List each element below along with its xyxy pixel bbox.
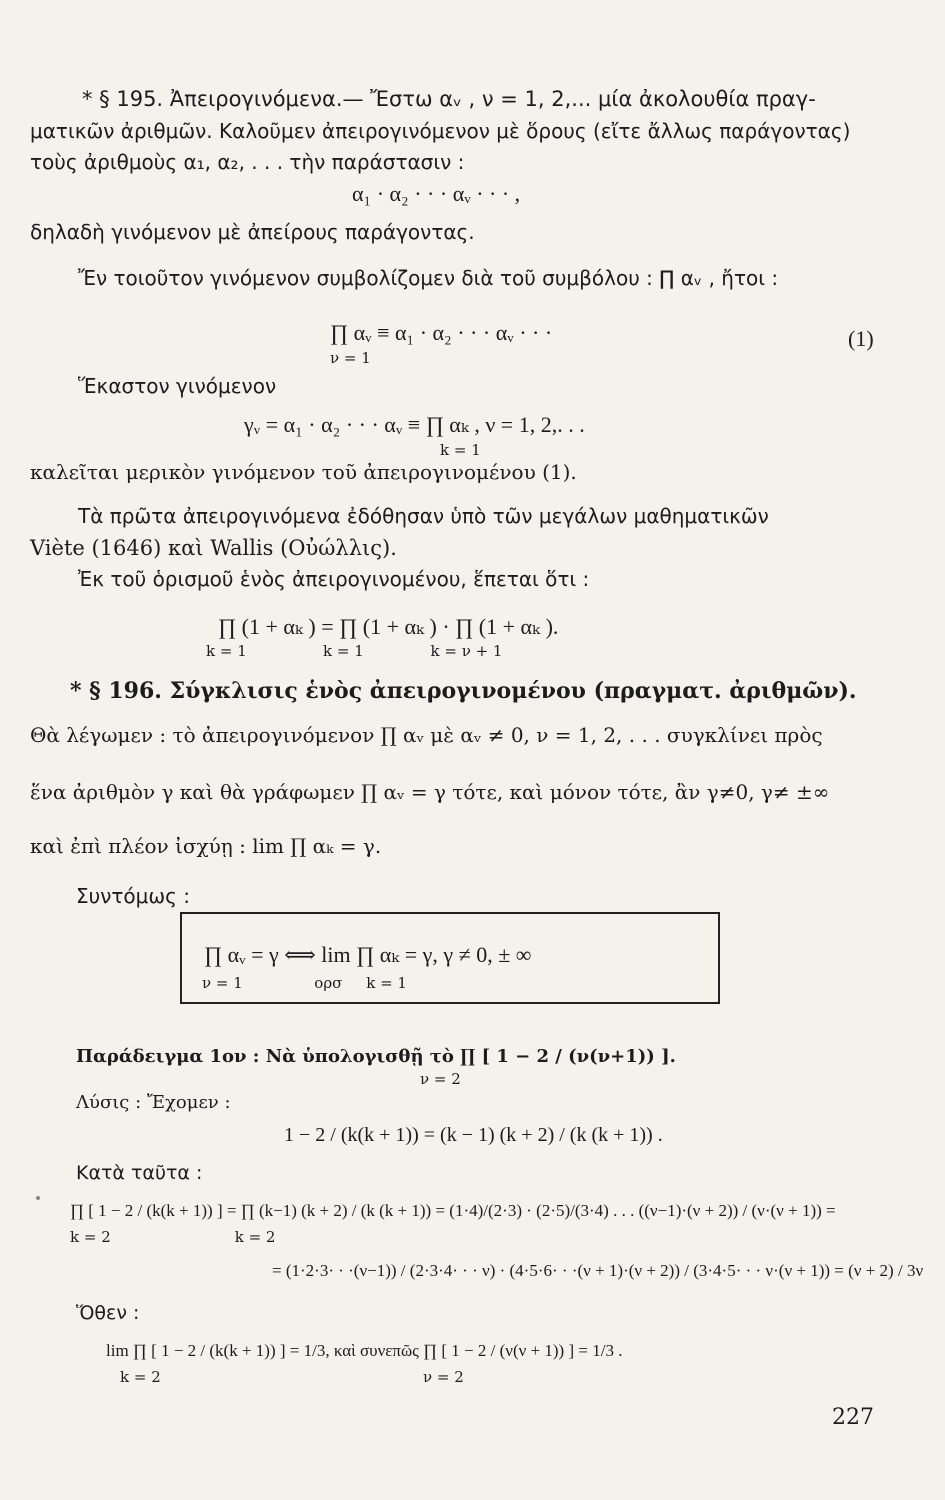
- eq-partial-product: γᵥ = α₁ · α₂ · · · αᵥ ≡ ∏ αₖ , ν = 1, 2,. . .: [244, 412, 585, 437]
- sec195-line2: ματικῶν ἀριθμῶν. Καλοῦμεν ἀπειρογινόμενον μὲ ὅρους (εἴτε ἄλλως παράγοντας): [30, 119, 851, 143]
- sec195-line10: Ἐκ τοῦ ὁρισμοῦ ἑνὸς ἀπειρογινομένου, ἕπεται ὅτι :: [78, 567, 590, 591]
- eq1: ∏ αᵥ ≡ α₁ · α₂ · · · αᵥ · · ·: [330, 320, 553, 345]
- eq-step-d: lim ∏ [ 1 − 2 / (k(k + 1)) ] = 1/3, καὶ συνεπῶς ∏ [ 1 − 2 / (ν(ν + 1)) ] = 1/3 .: [106, 1341, 623, 1360]
- solution-label: Λύσις : Ἔχομεν :: [76, 1092, 231, 1113]
- sec196-line4: Συντόμως :: [76, 884, 190, 908]
- eq-step-b: ∏ [ 1 − 2 / (k(k + 1)) ] = ∏ (k−1) (k + 2) / (k (k + 1)) = (1·4)/(2·3) · (2·5)/(3·4) . . . ((ν−1)·(ν + 2)) / (ν·(ν + 1)) =: [70, 1201, 836, 1220]
- sec195-line7: καλεῖται μερικὸν γινόμενον τοῦ ἀπειρογινομένου (1).: [30, 460, 577, 484]
- sec196-line2: ἕνα ἀριθμὸν γ καὶ θὰ γράφωμεν ∏ αᵥ = γ τότε, καὶ μόνον τότε, ἂν γ≠0, γ≠ ±∞: [30, 780, 830, 804]
- eq-step-c: = (1·2·3· · ·(ν−1)) / (2·3·4· · · ν) · (4·5·6· · ·(ν + 1)·(ν + 2)) / (3·4·5· · · ν·(ν + 1)) = (ν + 2) / 3ν: [272, 1261, 924, 1280]
- eq-infinite-product: α₁ · α₂ · · · αᵥ · · · ,: [352, 181, 521, 206]
- sec195-line5: Ἔν τοιοῦτον γινόμενον συμβολίζομεν διὰ τοῦ συμβόλου : ∏ αᵥ , ἤτοι :: [78, 266, 779, 290]
- sec196-heading: * § 196. Σύγκλισις ἑνὸς ἀπειρογινομένου (πραγματ. ἀριθμῶν).: [70, 678, 857, 704]
- eq-partial-limits: k = 1: [440, 441, 481, 459]
- therefore-label: Κατὰ ταῦτα :: [76, 1162, 203, 1184]
- example-title: Παράδειγμα 1ον : Νὰ ὑπολογισθῇ τὸ ∏ [ 1 − 2 / (ν(ν+1)) ].: [76, 1046, 676, 1067]
- definition-box: [180, 912, 720, 1004]
- eq1-label: (1): [848, 326, 874, 351]
- hence-label: Ὅθεν :: [76, 1302, 140, 1324]
- eq-split: ∏ (1 + αₖ ) = ∏ (1 + αₖ ) · ∏ (1 + αₖ ).: [218, 614, 559, 639]
- eq-step-d-sub: k = 2 ν = 2: [120, 1368, 464, 1386]
- page-number: 227: [832, 1405, 874, 1430]
- example-title-sub: ν = 2: [420, 1070, 461, 1088]
- paper-speck: [36, 1196, 40, 1200]
- sec196-line3: καὶ ἐπὶ πλέον ἰσχύῃ : lim ∏ αₖ = γ.: [30, 834, 382, 858]
- sec195-line9: Viète (1646) καὶ Wallis (Οὐώλλις).: [30, 536, 397, 560]
- sec196-line1: Θὰ λέγωμεν : τὸ ἀπειρογινόμενον ∏ αᵥ μὲ αᵥ ≠ 0, ν = 1, 2, . . . συγκλίνει πρὸς: [30, 723, 823, 747]
- sec195-line1: * § 195. Ἀπειρογινόμενα.— Ἔστω αᵥ , ν = 1, 2,... μία ἀκολουθία πραγ-: [82, 87, 816, 111]
- sec195-line4: δηλαδὴ γινόμενον μὲ ἀπείρους παράγοντας.: [30, 220, 475, 244]
- sec195-line8: Τὰ πρῶτα ἀπειρογινόμενα ἐδόθησαν ὑπὸ τῶν μεγάλων μαθηματικῶν: [78, 504, 769, 528]
- eq-split-limits: k = 1 k = 1 k = ν + 1: [206, 642, 503, 660]
- eq1-limits: ν = 1: [330, 349, 371, 367]
- eq-step-b-sub: k = 2 k = 2: [70, 1228, 276, 1246]
- box-equation-sub: ν = 1 ορσ k = 1: [202, 974, 407, 992]
- sec195-line6: Ἕκαστον γινόμενον: [78, 374, 277, 398]
- box-equation: ∏ αᵥ = γ ⟺ lim ∏ αₖ = γ, γ ≠ 0, ± ∞: [204, 942, 532, 967]
- eq-step-a: 1 − 2 / (k(k + 1)) = (k − 1) (k + 2) / (k (k + 1)) .: [284, 1124, 663, 1146]
- sec195-line3: τοὺς ἀριθμοὺς α₁, α₂, . . . τὴν παράστασιν :: [30, 150, 465, 174]
